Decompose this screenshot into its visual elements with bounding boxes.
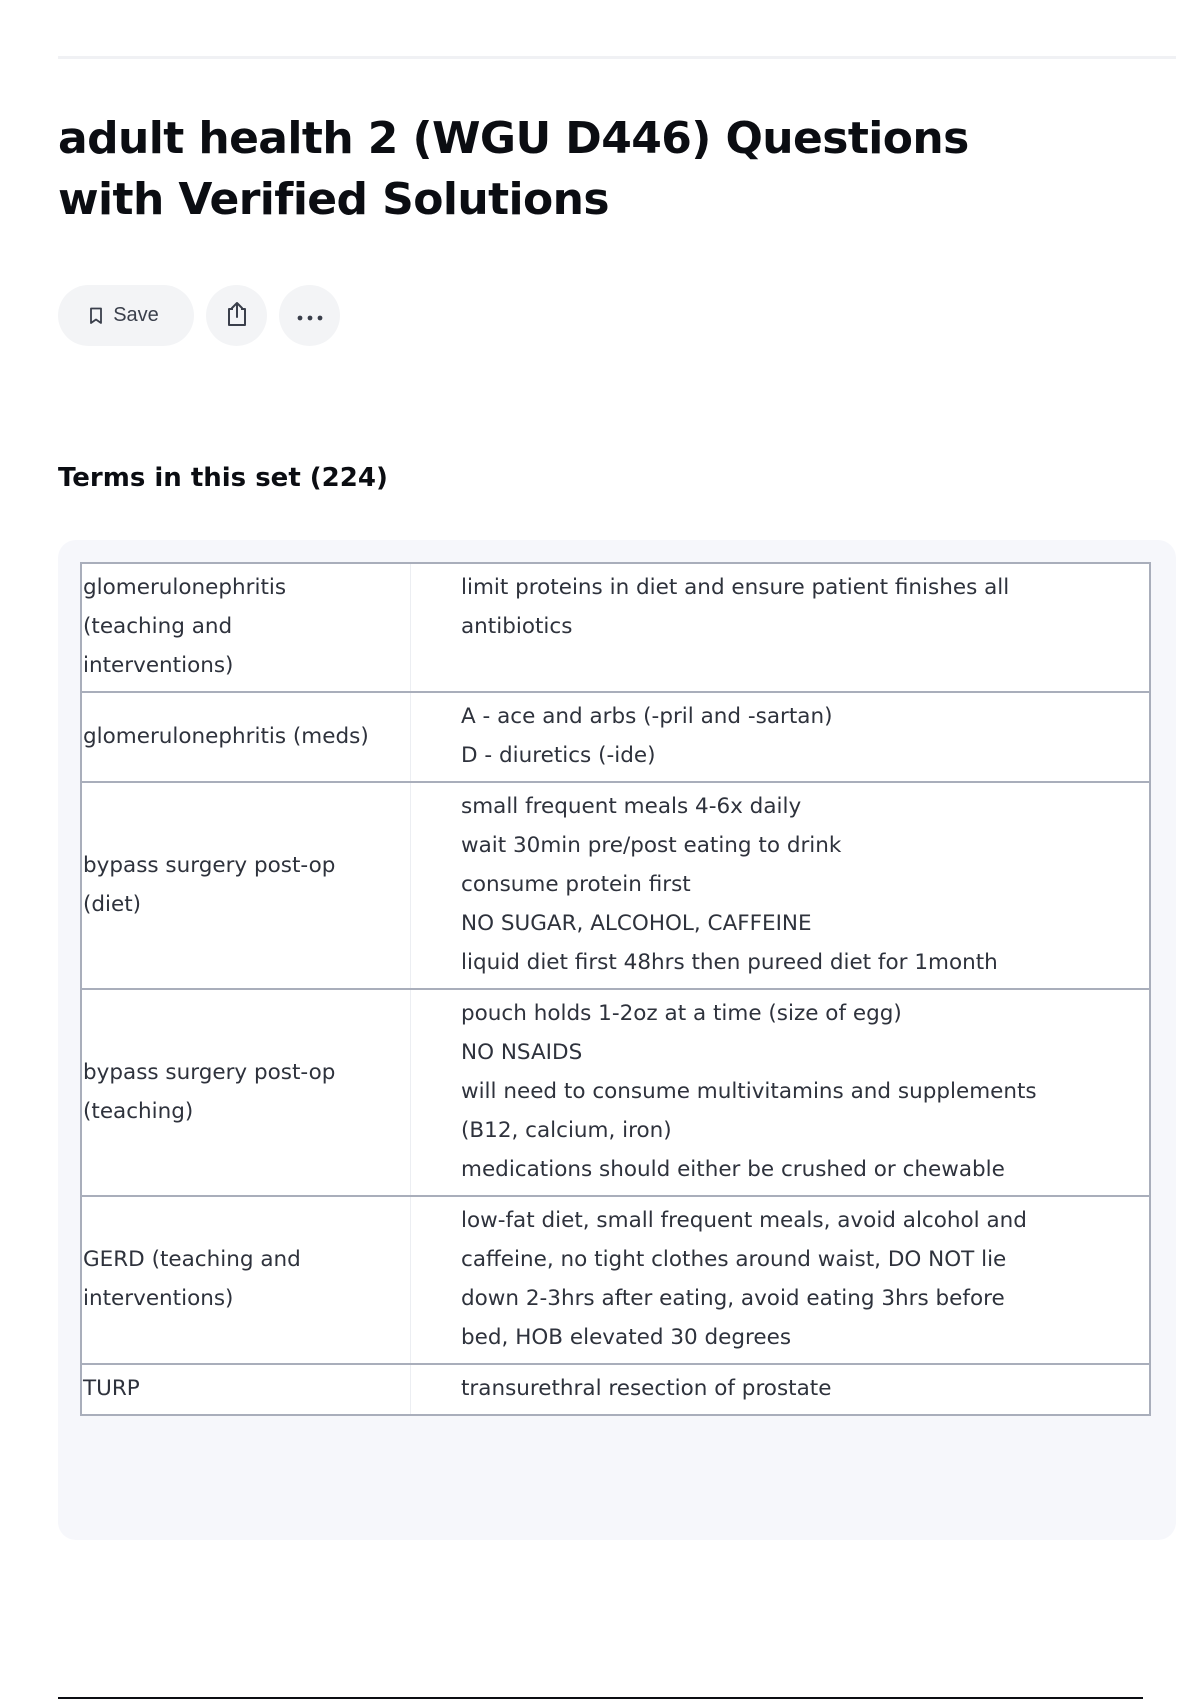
definition-cell	[411, 989, 1151, 1196]
definition-line: down 2-3hrs after eating, avoid eating 3hrs before	[461, 1286, 1005, 1311]
term-line: interventions)	[83, 653, 234, 678]
definition-line: limit proteins in diet and ensure patient finishes all	[461, 575, 1010, 600]
definition-line: liquid diet first 48hrs then pureed diet for 1month	[461, 950, 998, 975]
definition-line: pouch holds 1-2oz at a time (size of egg)	[461, 1001, 902, 1026]
page-title: adult health 2 (WGU D446) Questions with Verified Solutions	[58, 113, 969, 225]
definition-line: antibiotics	[461, 614, 573, 639]
terms-panel	[58, 540, 1176, 1540]
term-cell	[81, 989, 411, 1196]
term-row[interactable]	[81, 563, 1150, 692]
term-row[interactable]	[81, 989, 1150, 1196]
term-line: bypass surgery post-op	[83, 1059, 336, 1085]
definition-line: A - ace and arbs (-pril and -sartan)	[461, 704, 833, 729]
more-icon	[297, 306, 323, 325]
definition-cell	[411, 1364, 1151, 1415]
term-cell	[81, 563, 411, 692]
definition-line: NO NSAIDS	[461, 1040, 583, 1065]
definition-line: will need to consume multivitamins and supplements	[461, 1079, 1037, 1104]
definition-line: medications should either be crushed or chewable	[461, 1157, 1005, 1182]
action-bar	[58, 285, 340, 346]
term-line: GERD (teaching and	[83, 1247, 301, 1272]
bottom-rule	[58, 1697, 1143, 1699]
share-icon	[224, 300, 250, 332]
definition-line: (B12, calcium, iron)	[461, 1118, 672, 1143]
definition-cell	[411, 782, 1151, 989]
share-button[interactable]	[206, 285, 267, 346]
term-line: glomerulonephritis (meds)	[83, 723, 369, 749]
definition-cell	[411, 692, 1151, 782]
save-button[interactable]	[58, 285, 194, 346]
definition-line: small frequent meals 4-6x daily	[461, 794, 802, 819]
definition-line: caffeine, no tight clothes around waist, DO NOT lie	[461, 1247, 1007, 1272]
term-row[interactable]	[81, 782, 1150, 989]
term-line: (teaching and	[83, 614, 233, 639]
bookmark-icon	[89, 307, 103, 325]
terms-table	[80, 562, 1151, 1416]
terms-heading: Terms in this set (224)	[58, 463, 388, 493]
term-cell	[81, 782, 411, 989]
more-options-button[interactable]	[279, 285, 340, 346]
definition-cell	[411, 1196, 1151, 1364]
term-row[interactable]	[81, 1196, 1150, 1364]
definition-line: low-fat diet, small frequent meals, avoid alcohol and	[461, 1208, 1027, 1233]
definition-line: bed, HOB elevated 30 degrees	[461, 1325, 792, 1350]
term-line: interventions)	[83, 1286, 234, 1311]
top-divider	[58, 56, 1176, 59]
save-label: Save	[113, 304, 159, 326]
term-cell	[81, 1364, 411, 1415]
definition-line: D - diuretics (-ide)	[461, 743, 656, 768]
definition-cell	[411, 563, 1151, 692]
term-line: (teaching)	[83, 1098, 194, 1124]
term-line: glomerulonephritis	[83, 575, 287, 600]
term-line: TURP	[83, 1376, 140, 1401]
term-line: (diet)	[83, 891, 142, 917]
definition-line: NO SUGAR, ALCOHOL, CAFFEINE	[461, 911, 812, 936]
term-cell	[81, 692, 411, 782]
term-row[interactable]	[81, 1364, 1150, 1415]
term-cell	[81, 1196, 411, 1364]
definition-line: wait 30min pre/post eating to drink	[461, 833, 842, 858]
definition-line: consume protein first	[461, 872, 691, 897]
definition-line: transurethral resection of prostate	[461, 1376, 832, 1401]
term-row[interactable]	[81, 692, 1150, 782]
term-line: bypass surgery post-op	[83, 852, 336, 878]
